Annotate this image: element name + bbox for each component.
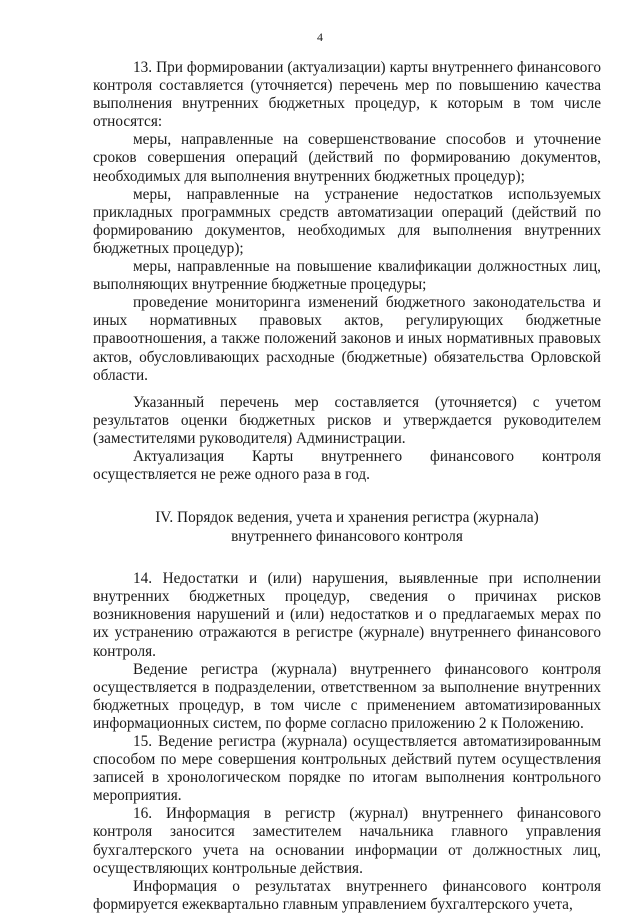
document-body bbox=[93, 59, 601, 914]
paragraph-measure-2: меры, направленные на устранение недостатков используемых прикладных программных средств автоматизации операций (действий по формированию документов, необходимых для выполнения внутренних бюджетных процедур); bbox=[93, 185, 601, 257]
paragraph-13: 13. При формировании (актуализации) карты внутреннего финансового контроля составляется (уточняется) перечень мер по повышению качества выполнения внутренних бюджетных процедур, к которым в том числе относятся: bbox=[93, 59, 601, 131]
paragraph-measure-4: проведение мониторинга изменений бюджетного законодательства и иных нормативных правовых актов, регулирующих бюджетные правоотношения, а также положений законов и иных нормативных правовых актов, обусловливающих расходные (бюджетные) обязательства Орловской области. bbox=[93, 294, 601, 384]
paragraph-16: 16. Информация в регистр (журнал) внутреннего финансового контроля заносится заместителем начальника главного управления бухгалтерского учета на основании информации от должностных лиц, осуществляющих контрольные действия. bbox=[93, 805, 601, 877]
section-heading bbox=[93, 508, 601, 546]
section-heading-line-1: IV. Порядок ведения, учета и хранения регистра (журнала) bbox=[155, 509, 539, 527]
paragraph-measure-1: меры, направленные на совершенствование способов и уточнение сроков совершения операций (действий по формированию документов, необходимых для выполнения внутренних бюджетных процедур); bbox=[93, 131, 601, 185]
section-heading-line-2: внутреннего финансового контроля bbox=[231, 528, 463, 546]
paragraph-results-info: Информация о результатах внутреннего финансового контроля формируется ежеквартально главным управлением бухгалтерского учета, bbox=[93, 877, 601, 913]
paragraph-actualization: Актуализация Карты внутреннего финансового контроля осуществляется не реже одного раза в год. bbox=[93, 447, 601, 484]
paragraph-15: 15. Ведение регистра (журнала) осуществляется автоматизированным способом по мере совершения контрольных действий путем осуществления записей в хронологическом порядке по итогам выполнения контрольного мероприятия. bbox=[93, 733, 601, 805]
page-number: 4 bbox=[317, 30, 323, 44]
paragraph-list-approval: Указанный перечень мер составляется (уточняется) с учетом результатов оценки бюджетных рисков и утверждается руководителем (заместителями руководителя) Администрации. bbox=[93, 393, 601, 447]
paragraph-register-keeping: Ведение регистра (журнала) внутреннего финансового контроля осуществляется в подразделении, ответственном за выполнение внутренних бюджетных процедур, в том числе с применением автоматизированных информационных систем, по форме согласно приложению 2 к Положению. bbox=[93, 660, 601, 732]
paragraph-14: 14. Недостатки и (или) нарушения, выявленные при исполнении внутренних бюджетных процедур, сведения о причинах рисков возникновения нарушений и (или) недостатков и о предлагаемых мерах по их устранению отражаются в регистре (журнале) внутреннего финансового контроля. bbox=[93, 570, 601, 660]
paragraph-measure-3: меры, направленные на повышение квалификации должностных лиц, выполняющих внутренние бюджетные процедуры; bbox=[93, 258, 601, 294]
